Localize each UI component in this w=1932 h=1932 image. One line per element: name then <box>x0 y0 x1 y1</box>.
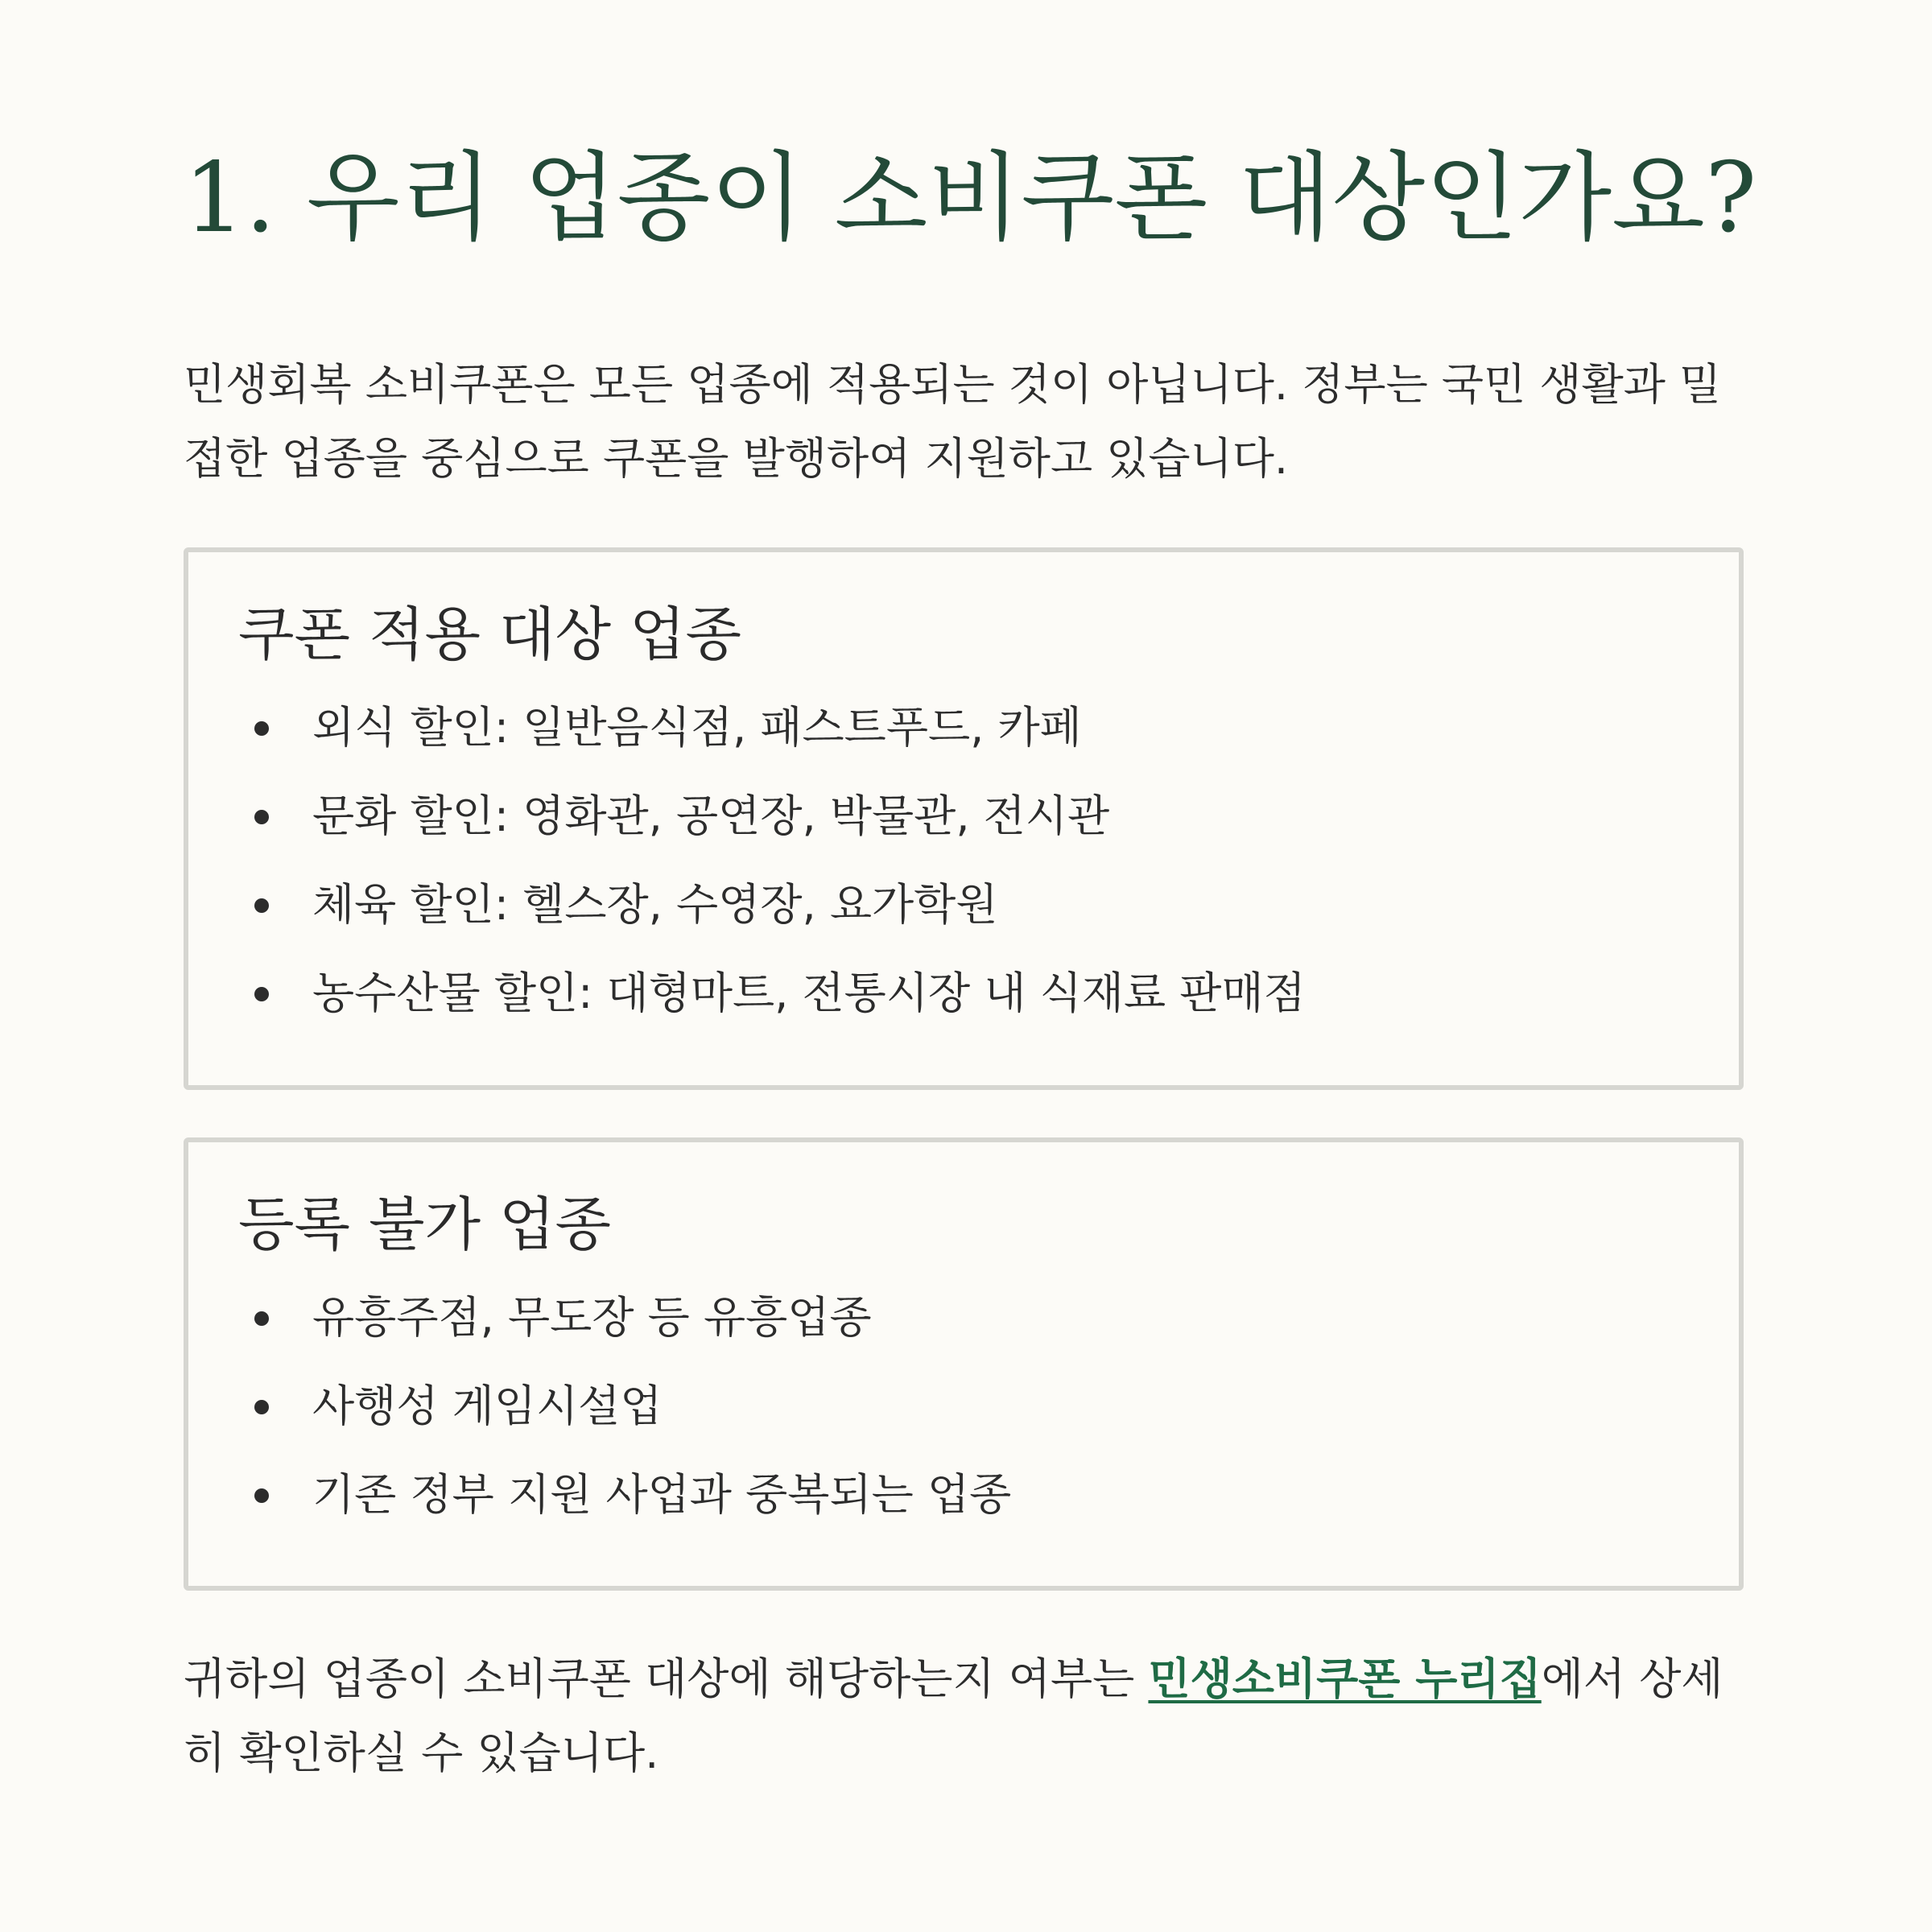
closing-text-before: 귀하의 업종이 소비쿠폰 대상에 해당하는지 여부는 <box>184 1653 1149 1704</box>
list-item-text: 사행성 게임시설업 <box>312 1381 663 1431</box>
bullet-icon <box>254 1400 269 1414</box>
list-item <box>238 1289 1011 1377</box>
list-item-text: 유흥주점, 무도장 등 유흥업종 <box>312 1292 872 1343</box>
intro-paragraph: 민생회복 소비쿠폰은 모든 업종에 적용되는 것이 아닙니다. 정부는 국민 생활과 밀접한 업종을 중심으로 쿠폰을 발행하여 지원하고 있습니다. <box>184 359 1722 484</box>
eligible-industries-list <box>238 699 1306 1053</box>
coupon-site-link[interactable]: 민생소비쿠폰 누리집 <box>1148 1653 1542 1704</box>
list-item <box>238 876 1306 964</box>
bullet-icon <box>254 987 269 1001</box>
closing-paragraph <box>184 1642 1750 1790</box>
list-item-text: 문화 할인: 영화관, 공연장, 박물관, 전시관 <box>312 791 1110 841</box>
ineligible-industries-list <box>238 1289 1011 1554</box>
list-item-text: 외식 할인: 일반음식점, 패스트푸드, 카페 <box>312 702 1082 753</box>
bullet-icon <box>254 721 269 736</box>
ineligible-industries-box <box>184 1137 1744 1591</box>
bullet-icon <box>254 1311 269 1326</box>
list-item <box>238 787 1306 876</box>
list-item-text: 체육 할인: 헬스장, 수영장, 요가학원 <box>312 879 998 930</box>
eligible-industries-title: 쿠폰 적용 대상 업종 <box>238 601 742 668</box>
eligible-industries-box <box>184 547 1744 1090</box>
bullet-icon <box>254 1488 269 1503</box>
list-item <box>238 1377 1011 1466</box>
closing-text-after: 에서 상세히 확인하실 수 있습니다. <box>184 1653 1724 1778</box>
list-item <box>238 964 1306 1053</box>
list-item-text: 기존 정부 지원 사업과 중복되는 업종 <box>312 1469 1012 1520</box>
bullet-icon <box>254 810 269 824</box>
page-title: 1. 우리 업종이 소비쿠폰 대상인가요? <box>184 142 1757 254</box>
ineligible-industries-title: 등록 불가 업종 <box>238 1191 612 1258</box>
list-item-text: 농수산물 할인: 대형마트, 전통시장 내 식재료 판매점 <box>312 968 1306 1018</box>
list-item <box>238 1466 1011 1554</box>
bullet-icon <box>254 898 269 913</box>
article <box>184 0 1757 1932</box>
list-item <box>238 699 1306 787</box>
